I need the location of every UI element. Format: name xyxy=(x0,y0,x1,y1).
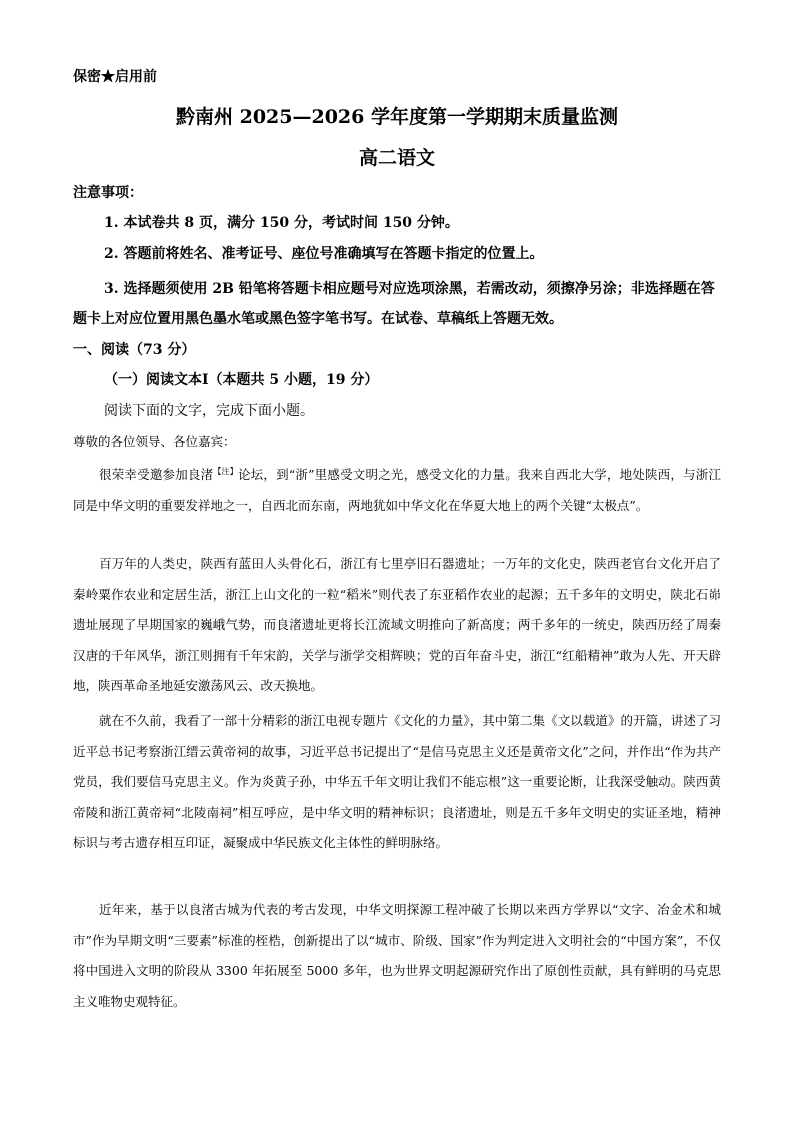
speech-text: 论坛，到“浙”里感受文明之光，感受文化的力量。我来自西北大学，地处陕西，与浙江同是中华文明的重要发祥地之一，自西北而东南，两地犹如中华文化在华夏大地上的两个关键“太极点”。 xyxy=(73,467,721,513)
note-item: 3. 选择题须使用 2B 铅笔将答题卡相应题号对应选项涂黑，若需改动，须擦净另涂；非选择题在答题卡上对应位置用黑色墨水笔或黑色签字笔书写。在试卷、草稿纸上答题无效。 xyxy=(73,281,715,327)
exam-title: 黔南州 2025—2026 学年度第一学期期末质量监测 xyxy=(176,106,618,128)
speech-paragraph: 百万年的人类史，陕西有蓝田人头骨化石，浙江有七里亭旧石器遗址；一万年的文化史，陕西老官台文化开启了秦岭粟作农业和定居生活，浙江上山文化的一粒“稻米”则代表了东亚稻作农业的起源；五千多年的文明史，陕北石峁遗址展现了早期国家的巍峨气势，而良渚遗址更将长江流域文明推向了新高度；两千多年的一统史，陕西历经了周秦汉唐的千年风华，浙江则拥有千年宋韵，关学与浙学交相辉映；党的百年奋斗史，浙江“红船精神”敢为人先、开天辟地，陕西革命圣地延安激荡风云、改天换地。 xyxy=(73,556,721,693)
section-heading: 一、阅读（73 分） xyxy=(73,342,196,358)
notes-heading: 注意事项： xyxy=(73,185,143,201)
exam-subject: 高二语文 xyxy=(358,147,435,169)
speech-paragraph xyxy=(73,457,721,521)
speech-paragraph: 近年来，基于以良渚古城为代表的考古发现，中华文明探源工程冲破了长期以来西方学界以“文字、冶金术和城市”作为早期文明“三要素”标准的桎梏，创新提出了以“城市、阶级、国家”作为判定进入文明社会的“中国方案”，不仅将中国进入文明的阶段从 3300 年拓展至 5000 多年，也为世界文明起源研究作出了原创性贡献，具有鲜明的马克思主义唯物史观特征。 xyxy=(73,902,721,1009)
reading-instruction: 阅读下面的文字，完成下面小题。 xyxy=(104,403,314,419)
note-item: 1. 本试卷共 8 页，满分 150 分，考试时间 150 分钟。 xyxy=(104,215,459,231)
speech-paragraph: 就在不久前，我看了一部十分精彩的浙江电视专题片《文化的力量》，其中第二集《文以载道》的开篇，讲述了习近平总书记考察浙江缙云黄帝祠的故事，习近平总书记提出了“是信马克思主义还是黄帝文化”之问，并作出“作为共产党员，我们要信马克思主义。作为炎黄子孙，中华五千年文明让我们不能忘根”这一重要论断，让我深受触动。陕西黄帝陵和浙江黄帝祠“北陵南祠”相互呼应，是中华文明的精神标识；良渚遗址，则是五千多年文明史的实证圣地，精神标识与考古遗存相互印证，凝聚成中华民族文化主体性的鲜明脉络。 xyxy=(73,713,721,850)
note-item: 2. 答题前将姓名、准考证号、座位号准确填写在答题卡指定的位置上。 xyxy=(104,246,544,262)
speech-text: 很荣幸受邀参加良渚 xyxy=(99,467,214,482)
confidential-label: 保密★启用前 xyxy=(73,69,157,85)
subsection-heading: （一）阅读文本Ⅰ（本题共 5 小题，19 分） xyxy=(104,372,379,388)
speech-greeting: 尊敬的各位领导、各位嘉宾： xyxy=(73,434,236,449)
footnote-marker: 【注】 xyxy=(213,467,238,476)
